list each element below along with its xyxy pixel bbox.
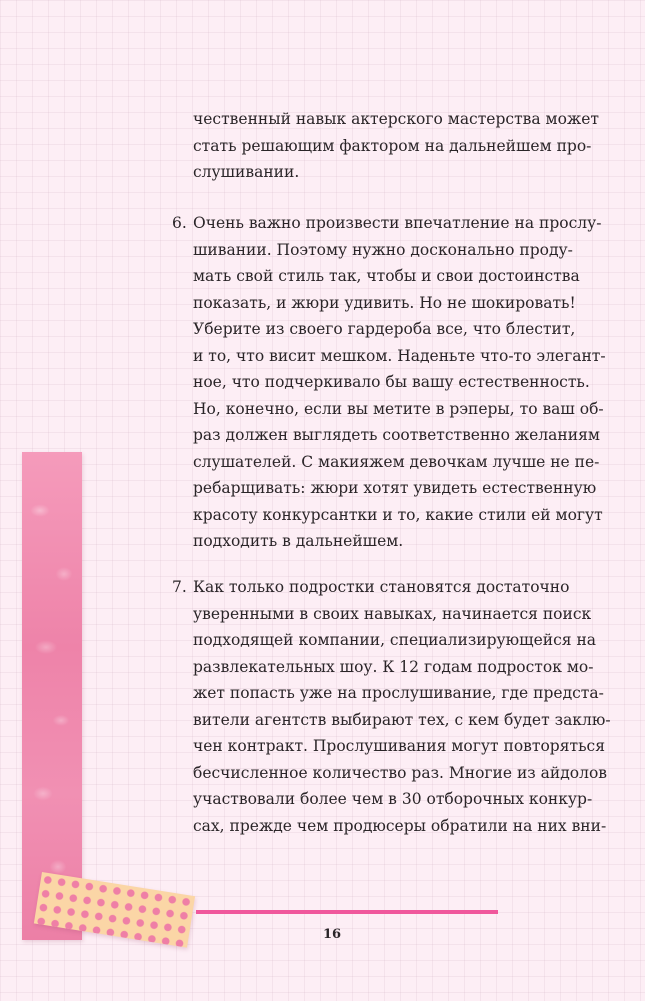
pink-washi-tape-vertical xyxy=(22,452,82,940)
page-number: 16 xyxy=(322,927,342,942)
text-line: чен контракт. Прослушивания могут повторяться xyxy=(193,737,605,755)
text-line: Очень важно произвести впечатление на прослу- xyxy=(193,214,602,232)
text-line: подходить в дальнейшем. xyxy=(193,532,404,550)
text-line: подходящей компании, специализирующейся на xyxy=(193,631,597,649)
text-line: Но, конечно, если вы метите в рэперы, то ваш об- xyxy=(193,399,604,418)
text-line: уверенными в своих навыках, начинается поиск xyxy=(193,604,592,623)
list-item-6 xyxy=(172,210,606,555)
text-line: участвовали более чем в 30 отборочных конкур- xyxy=(193,790,593,808)
footer-accent-rule xyxy=(196,910,498,914)
text-line: развлекательных шоу. К 12 годам подросток мо- xyxy=(193,657,594,676)
text-line: шивании. Поэтому нужно досконально проду- xyxy=(193,240,573,259)
text-line: сах, прежде чем продюсеры обратили на них вни- xyxy=(193,816,607,835)
text-line: Как только подростки становятся достаточно xyxy=(193,578,570,596)
text-line: стать решающим фактором на дальнейшем про- xyxy=(193,136,592,155)
text-line: ребарщивать: жюри хотят увидеть естественную xyxy=(193,479,597,497)
text-line: ное, что подчеркивало бы вашу естественность. xyxy=(193,373,590,391)
text-line: слушивании. xyxy=(193,163,300,181)
text-line: красоту конкурсантки и то, какие стили ей могут xyxy=(193,505,603,524)
text-line: чественный навык актерского мастерства может xyxy=(193,110,599,128)
list-number: 7. xyxy=(172,578,187,596)
text-line: слушателей. С макияжем девочкам лучше не пе- xyxy=(193,452,600,471)
text-line: Уберите из своего гардероба все, что блестит, xyxy=(193,320,576,338)
text-line: вители агентств выбирают тех, с кем будет заклю- xyxy=(193,710,611,729)
list-item-7 xyxy=(172,574,611,839)
text-line: раз должен выглядеть соответственно желаниям xyxy=(193,426,600,444)
text-line: показать, и жюри удивить. Но не шокировать! xyxy=(193,293,576,312)
text-line: и то, что висит мешком. Наденьте что-то элегант- xyxy=(193,346,606,365)
text-line: мать свой стиль так, чтобы и свои достоинства xyxy=(193,267,580,285)
text-line: бесчисленное количество раз. Многие из айдолов xyxy=(193,763,608,782)
list-number: 6. xyxy=(172,214,187,232)
text-line: жет попасть уже на прослушивание, где предста- xyxy=(193,684,604,702)
paragraph-continued xyxy=(193,106,599,186)
